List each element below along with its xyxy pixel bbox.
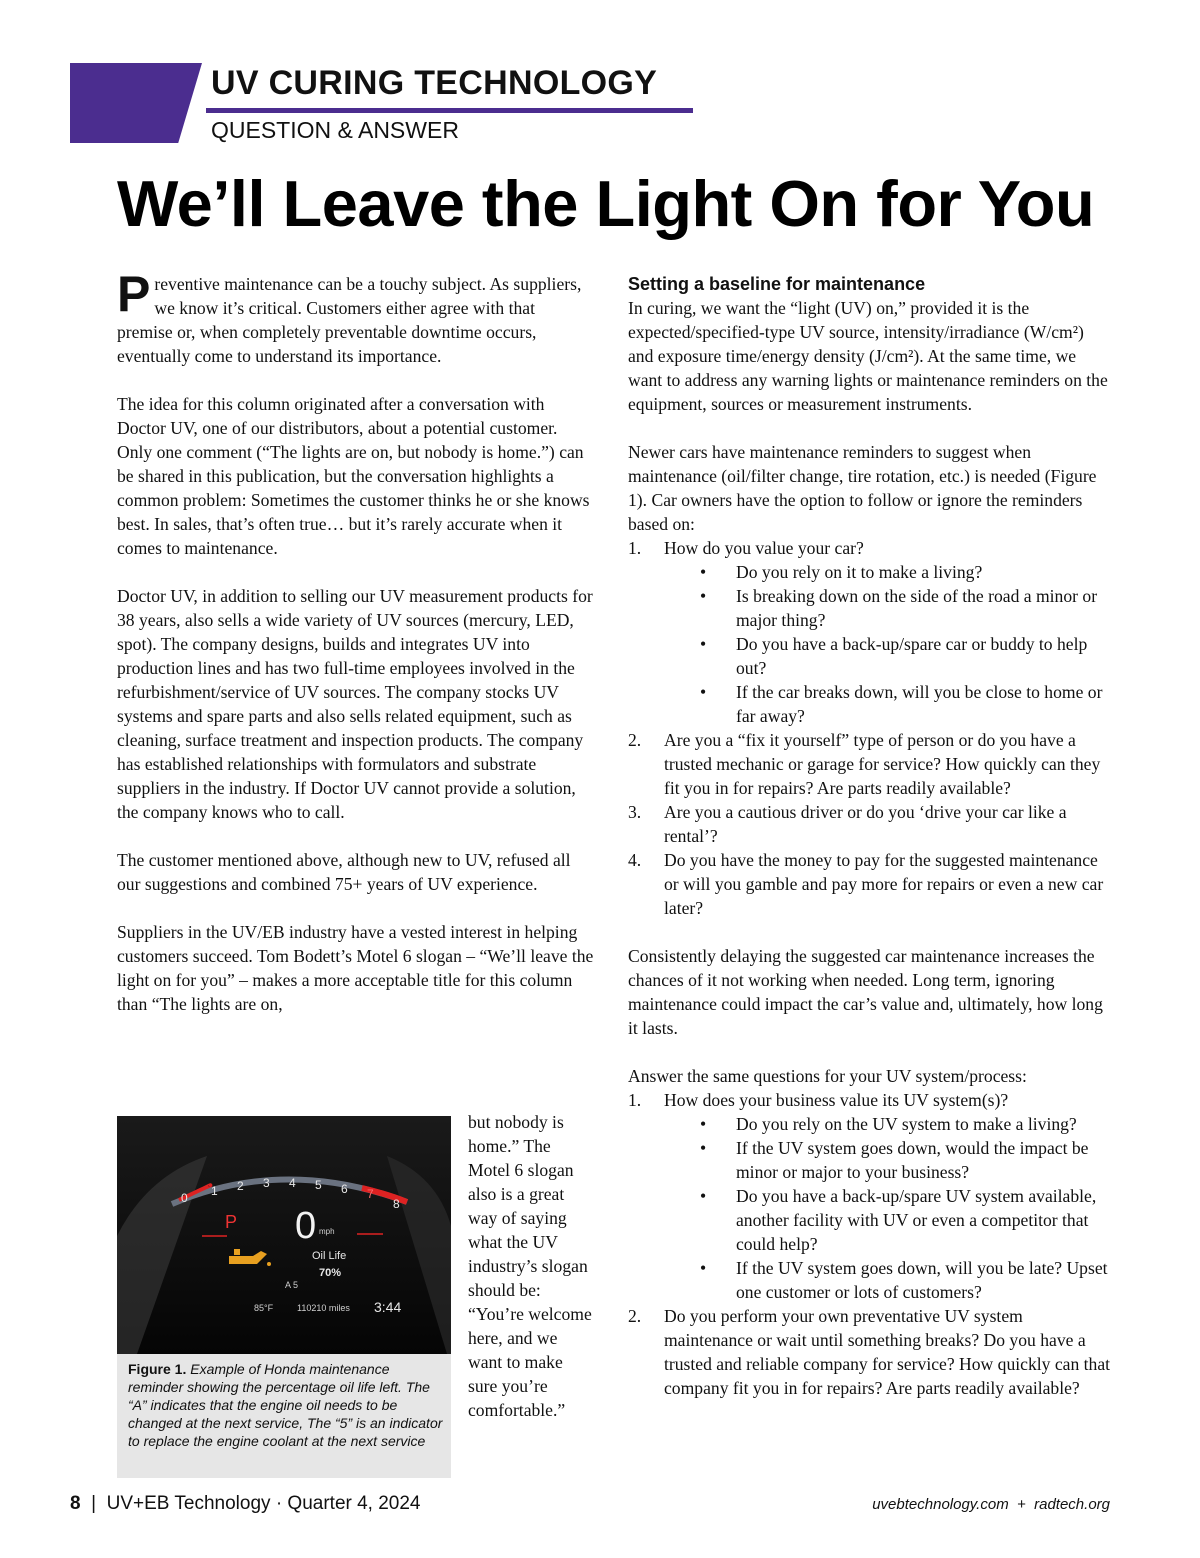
section-subtitle: QUESTION & ANSWER xyxy=(211,117,459,143)
tach-tick: 0 xyxy=(181,1191,188,1205)
dashboard-photo xyxy=(117,1116,451,1354)
list-item: 2. Do you perform your own preventative UV system maintenance or wait until something breaks? Do you have a trusted and reliable company for service? How quickly can that company fit you in for repairs? Are parts readily available? xyxy=(628,1306,1111,1398)
tach-tick: 6 xyxy=(341,1182,348,1196)
paragraph: Answer the same questions for your UV system/process: xyxy=(628,1066,1027,1086)
car-questions-list xyxy=(628,536,1112,920)
publication-name: UV+EB Technology · Quarter 4, 2024 xyxy=(106,1493,421,1514)
list-item: 1. How do you value your car? • Do you rely on it to make a living? • Is breaking down on the side of the road a minor or major thing? • Do you have a back-up/spare car or buddy to help out? • If the car breaks down, will you be close to home or far away? xyxy=(628,536,1112,728)
list-item: 2. Are you a “fix it yourself” type of person or do you have a trusted mechanic or garage for service? How quickly can they fit you in for repairs? Are parts readily available? xyxy=(628,730,1101,798)
article-title: We’ll Leave the Light On for You xyxy=(117,167,1095,240)
bullet-item: • Do you have a back-up/spare UV system available, another facility with UV or even a competitor that could help? xyxy=(700,1186,1097,1254)
subheading: Setting a baseline for maintenance xyxy=(628,274,926,294)
oil-life-label: Oil Life xyxy=(312,1250,347,1262)
figure-caption-text: Example of Honda maintenance reminder showing the percentage oil life left. The “A” indicates that the engine oil needs to be changed at the next service, The “5” is an indicator to replace the engine coolant at the next service xyxy=(128,1361,443,1449)
maintenance-code: A 5 xyxy=(285,1280,299,1290)
page-number: 8 xyxy=(70,1493,81,1514)
oil-life-value: 70% xyxy=(319,1267,342,1279)
tach-tick: 5 xyxy=(315,1178,322,1192)
tach-tick: 4 xyxy=(289,1176,296,1190)
bullet-item: • Do you rely on the UV system to make a living? xyxy=(700,1114,1077,1134)
tach-tick: 2 xyxy=(237,1179,244,1193)
paragraph: Newer cars have maintenance reminders to suggest when maintenance (oil/filter change, tire rotation, etc.) is needed (Figure 1). Car owners have the option to follow or ignore the reminders based on: xyxy=(628,442,1097,534)
outside-temp: 85°F xyxy=(254,1303,274,1313)
wrapped-paragraph: but nobody is home.” The Motel 6 slogan also is a great way of saying what the UV industry’s slogan should be: “You’re welcome here, and we want to make sure you’re comfortable.” xyxy=(468,1112,592,1420)
footer-websites: uvebtechnology.com + radtech.org xyxy=(872,1496,1110,1513)
figure-label: Figure 1. xyxy=(128,1361,187,1377)
figure-1 xyxy=(117,1116,451,1478)
section-title: UV CURING TECHNOLOGY xyxy=(211,64,658,102)
tach-tick: 7 xyxy=(367,1187,374,1201)
list-item: 1. How does your business value its UV system(s)? • Do you rely on the UV system to make a living? • If the UV system goes down, would the impact be minor or major to your business? • Do you have a back-up/spare UV system available, another facility with UV or even a competitor that could help? • If the UV system goes down, will you be late? Upset one customer or lots of customers? xyxy=(628,1088,1112,1304)
speed-readout: 0 xyxy=(295,1205,317,1247)
paragraph-intro: Preventive maintenance can be a touchy subject. As suppliers, we know it’s critical. Customers either agree with that premise or, when completely preventable downtime occurs, eventually come to understand its importance. xyxy=(117,266,582,366)
gear-indicator: P xyxy=(225,1212,238,1232)
left-column xyxy=(117,266,595,1016)
paragraph: The customer mentioned above, although new to UV, refused all our suggestions and combined 75+ years of UV experience. xyxy=(117,850,571,894)
list-item: 4. Do you have the money to pay for the suggested maintenance or will you gamble and pay more for repairs or even a new car later? xyxy=(628,850,1104,918)
uv-questions-list xyxy=(628,1088,1112,1400)
paragraph: Consistently delaying the suggested car maintenance increases the chances of it not working when needed. Long term, ignoring maintenance could impact the car’s value and, ultimately, how long it lasts. xyxy=(628,946,1103,1038)
drop-cap: P xyxy=(117,266,151,322)
bullet-list xyxy=(664,560,1112,728)
list-item: 3. Are you a cautious driver or do you ‘drive your car like a rental’? xyxy=(628,802,1067,846)
paragraph: Suppliers in the UV/EB industry have a vested interest in helping customers succeed. Tom Bodett’s Motel 6 slogan – “We’ll leave the light on for you” – makes a more acceptable title for this column than “The lights are on, xyxy=(117,922,594,1014)
dashboard-illustration xyxy=(117,1116,451,1354)
tach-tick: 3 xyxy=(263,1176,270,1190)
bullet-item: • Do you rely on it to make a living? xyxy=(700,562,983,582)
bullet-item: • Do you have a back-up/spare car or buddy to help out? xyxy=(700,634,1088,678)
bullet-item: • If the car breaks down, will you be close to home or far away? xyxy=(700,682,1103,726)
right-column xyxy=(628,272,1112,1400)
header-accent-block xyxy=(70,63,202,143)
odometer: 110210 miles xyxy=(297,1303,350,1313)
paragraph: Doctor UV, in addition to selling our UV measurement products for 38 years, also sells a wide variety of UV sources (mercury, LED, spot). The company designs, builds and integrates UV into production lines and has two full-time employees involved in the refurbishment/service of UV sources. The company stocks UV systems and spare parts and also sells related equipment, such as cleaning, surface treatment and inspection products. The company has established relationships with formulators and substrate suppliers in the industry. If Doctor UV cannot provide a solution, the company knows who to call. xyxy=(117,586,593,822)
paragraph: In curing, we want the “light (UV) on,” provided it is the expected/specified-type UV source, intensity/irradiance (W/cm²) and exposure time/energy density (J/cm²). At the same time, we want to address any warning lights or maintenance reminders on the equipment, sources or measurement instruments. xyxy=(628,298,1108,414)
bullet-list xyxy=(664,1112,1112,1304)
tach-tick: 1 xyxy=(211,1184,218,1198)
tach-tick: 8 xyxy=(393,1197,400,1211)
speed-unit: mph xyxy=(319,1227,335,1236)
figure-caption xyxy=(128,1360,444,1450)
footer-publication xyxy=(70,1493,421,1515)
bullet-item: • If the UV system goes down, will you be late? Upset one customer or lots of customers? xyxy=(700,1258,1108,1302)
header-rule xyxy=(206,108,693,113)
footer-separator: | xyxy=(91,1493,97,1514)
bullet-item: • If the UV system goes down, would the impact be minor or major to your business? xyxy=(700,1138,1089,1182)
bullet-item: • Is breaking down on the side of the road a minor or major thing? xyxy=(700,586,1098,630)
paragraph: The idea for this column originated after a conversation with Doctor UV, one of our distributors, about a potential customer. Only one comment (“The lights are on, but nobody is home.”) can be shared in this publication, but the conversation highlights a common problem: Sometimes the customer thinks he or she knows best. In sales, that’s often true… but it’s rarely accurate when it comes to maintenance. xyxy=(117,394,590,558)
clock: 3:44 xyxy=(374,1299,402,1315)
